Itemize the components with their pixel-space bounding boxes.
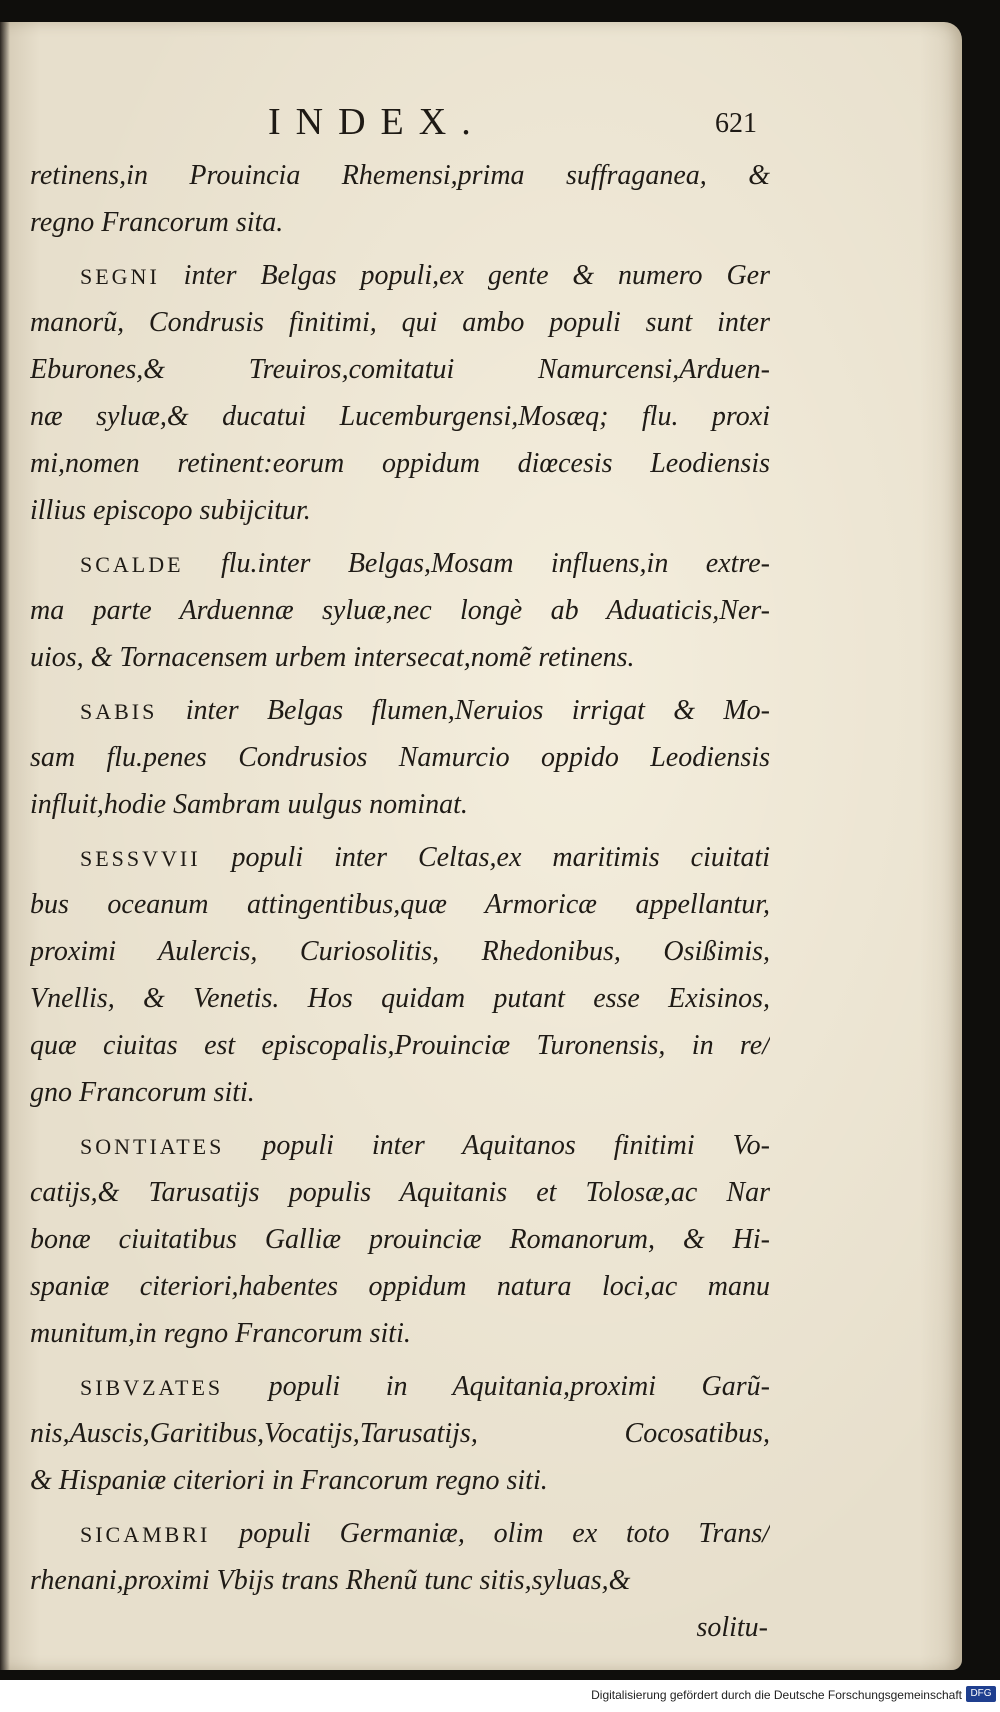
line-text: catijs,& Tarusatijs populis Aquitanis et Tolosæ,ac Nar bbox=[30, 1177, 770, 1208]
line-text: næ syluæ,& ducatui Lucemburgensi,Mosæq; flu. proxi bbox=[30, 401, 770, 432]
text-line bbox=[30, 393, 770, 440]
digitization-footer bbox=[0, 1680, 1000, 1712]
line-text: Eburones,& Treuiros,comitatui Namurcensi,Arduen- bbox=[30, 354, 770, 385]
line-text: populi inter Celtas,ex maritimis ciuitati bbox=[200, 842, 770, 873]
text-line bbox=[30, 975, 770, 1022]
line-text: mi,nomen retinent:eorum oppidum diœcesis Leodiensis bbox=[30, 448, 770, 479]
line-text: spaniæ citeriori,habentes oppidum natura loci,ac manu bbox=[30, 1271, 770, 1302]
line-text: populi in Aquitania,proximi Garũ- bbox=[223, 1371, 770, 1402]
line-text: sam flu.penes Condrusios Namurcio oppido Leodiensis bbox=[30, 742, 770, 773]
text-line bbox=[30, 634, 770, 681]
entry-headword: SABIS bbox=[80, 699, 158, 724]
text-line bbox=[30, 1169, 770, 1216]
entry-headword: SEGNI bbox=[80, 264, 160, 289]
line-text: inter Belgas populi,ex gente & numero Ger bbox=[159, 260, 770, 291]
text-line bbox=[30, 587, 770, 634]
text-line bbox=[30, 152, 770, 199]
index-entry-start-line bbox=[30, 1363, 770, 1410]
running-title: INDEX. bbox=[268, 101, 486, 143]
line-text: illius episcopo subijcitur. bbox=[30, 495, 311, 526]
entry-headword: SONTIATES bbox=[80, 1134, 225, 1159]
line-text: rhenani,proximi Vbijs trans Rhenũ tunc sitis,syluas,& bbox=[30, 1565, 631, 1596]
line-text: Vnellis, & Venetis. Hos quidam putant esse Exisinos, bbox=[30, 983, 770, 1014]
entry-headword: SESSVVII bbox=[80, 846, 201, 871]
line-text: manorũ, Condrusis finitimi, qui ambo populi sunt inter bbox=[30, 307, 770, 338]
line-text: retinens,in Prouincia Rhemensi,prima suffraganea, & bbox=[30, 160, 770, 191]
line-text: quæ ciuitas est episcopalis,Prouinciæ Turonensis, in re/ bbox=[30, 1030, 770, 1061]
line-text: gno Francorum siti. bbox=[30, 1077, 255, 1108]
line-text: uios, & Tornacensem urbem intersecat,nomẽ retinens. bbox=[30, 642, 635, 673]
dfg-logo-icon: DFG bbox=[966, 1686, 996, 1702]
page-number: 621 bbox=[715, 108, 757, 139]
text-line bbox=[30, 1410, 770, 1457]
index-text-block bbox=[30, 152, 770, 1651]
line-text: regno Francorum sita. bbox=[30, 207, 284, 238]
text-line bbox=[30, 440, 770, 487]
line-text: proximi Aulercis, Curiosolitis, Rhedonibus, Osißimis, bbox=[30, 936, 770, 967]
index-entry-start-line bbox=[30, 1122, 770, 1169]
text-line bbox=[30, 781, 770, 828]
text-line bbox=[30, 299, 770, 346]
line-text: populi Germaniæ, olim ex toto Trans/ bbox=[210, 1518, 770, 1549]
line-text: munitum,in regno Francorum siti. bbox=[30, 1318, 411, 1349]
dfg-credit: Digitalisierung gefördert durch die Deutsche Forschungsgemeinschaft bbox=[591, 1688, 962, 1702]
text-line bbox=[30, 1310, 770, 1357]
text-line bbox=[30, 1263, 770, 1310]
index-entry-start-line bbox=[30, 540, 770, 587]
text-line bbox=[30, 199, 770, 246]
entry-headword: SICAMBRI bbox=[80, 1522, 211, 1547]
index-entry-start-line bbox=[30, 687, 770, 734]
text-line bbox=[30, 928, 770, 975]
entry-headword: SCALDE bbox=[80, 552, 184, 577]
index-entry-start-line bbox=[30, 834, 770, 881]
text-line bbox=[30, 1457, 770, 1504]
text-line bbox=[30, 1069, 770, 1116]
text-line bbox=[30, 487, 770, 534]
line-text: bus oceanum attingentibus,quæ Armoricæ appellantur, bbox=[30, 889, 770, 920]
line-text: populi inter Aquitanos finitimi Vo- bbox=[224, 1130, 770, 1161]
text-line bbox=[30, 734, 770, 781]
line-text: nis,Auscis,Garitibus,Vocatijs,Tarusatijs, Cocosatibus, bbox=[30, 1418, 770, 1449]
line-text: flu.inter Belgas,Mosam influens,in extre- bbox=[183, 548, 770, 579]
entry-headword: SIBVZATES bbox=[80, 1375, 224, 1400]
line-text: influit,hodie Sambram uulgus nominat. bbox=[30, 789, 468, 820]
catchword: solitu- bbox=[696, 1612, 768, 1643]
text-line bbox=[30, 1557, 770, 1604]
text-line bbox=[30, 1022, 770, 1069]
text-line bbox=[30, 346, 770, 393]
text-line bbox=[30, 881, 770, 928]
page-header bbox=[0, 100, 962, 150]
line-text: inter Belgas flumen,Neruios irrigat & Mo- bbox=[157, 695, 770, 726]
line-text: ma parte Arduennæ syluæ,nec longè ab Aduaticis,Ner- bbox=[30, 595, 770, 626]
line-text: & Hispaniæ citeriori in Francorum regno siti. bbox=[30, 1465, 548, 1496]
line-text: bonæ ciuitatibus Galliæ prouinciæ Romanorum, & Hi- bbox=[30, 1224, 770, 1255]
index-entry-start-line bbox=[30, 1510, 770, 1557]
text-line bbox=[30, 1216, 770, 1263]
book-gutter-shadow bbox=[0, 22, 10, 1670]
index-entry-start-line bbox=[30, 252, 770, 299]
